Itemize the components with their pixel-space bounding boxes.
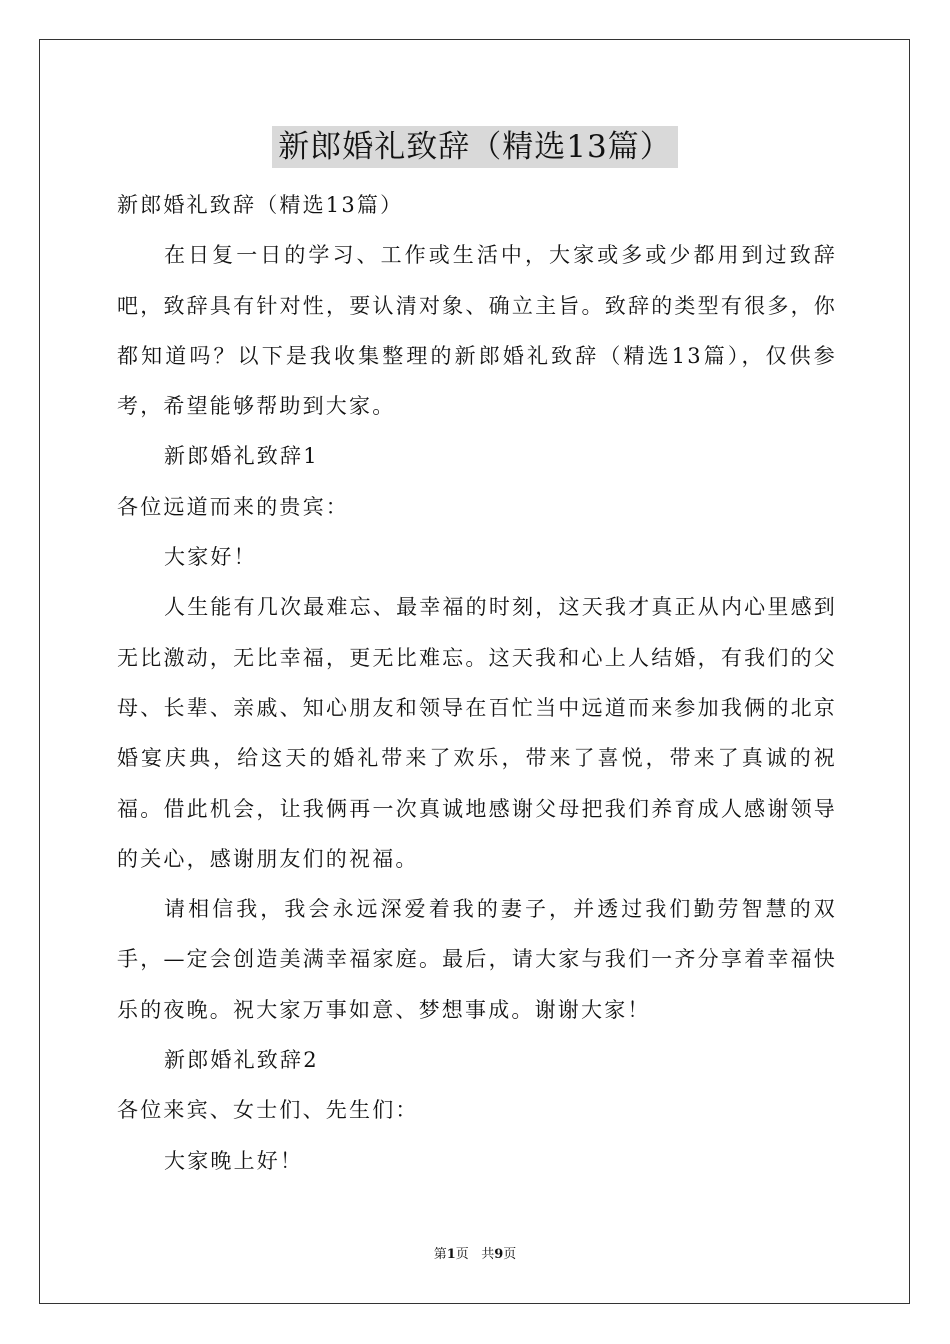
paragraph: 在日复一日的学习、工作或生活中，大家或多或少都用到过致辞吧，致辞具有针对性，要认清对象、确立主旨。致辞的类型有很多，你都知道吗？以下是我收集整理的新郎婚礼致辞（精选13篇），仅供参考，希望能够帮助到大家。	[117, 243, 837, 419]
salutation: 各位来宾、女士们、先生们：	[117, 1098, 419, 1123]
total-pages: 9	[494, 1247, 504, 1262]
page-footer	[0, 1246, 950, 1264]
salutation: 各位远道而来的贵宾：	[117, 494, 349, 519]
page-prefix: 第	[433, 1247, 447, 1262]
title-container	[0, 126, 950, 168]
total-prefix: 共	[481, 1247, 495, 1262]
section-heading: 新郎婚礼致辞2	[164, 1048, 319, 1073]
document-title: 新郎婚礼致辞（精选13篇）	[272, 126, 677, 168]
paragraph: 人生能有几次最难忘、最幸福的时刻，这天我才真正从内心里感到无比激动，无比幸福，更无比难忘。这天我和心上人结婚，有我们的父母、长辈、亲戚、知心朋友和领导在百忙当中远道而来参加我俩的北京婚宴庆典，给这天的婚礼带来了欢乐，带来了喜悦，带来了真诚的祝福。借此机会，让我俩再一次真诚地感谢父母把我们养育成人感谢领导的关心，感谢朋友们的祝福。	[117, 595, 837, 871]
page-number: 1	[446, 1247, 456, 1262]
subtitle-line: 新郎婚礼致辞（精选13篇）	[117, 193, 404, 217]
page-suffix: 页	[455, 1247, 469, 1262]
document-body	[117, 180, 837, 1186]
section-heading: 新郎婚礼致辞1	[164, 444, 319, 469]
paragraph: 请相信我，我会永远深爱着我的妻子，并透过我们勤劳智慧的双手，—定会创造美满幸福家庭。最后，请大家与我们一齐分享着幸福快乐的夜晚。祝大家万事如意、梦想事成。谢谢大家！	[117, 897, 837, 1022]
greeting: 大家晚上好！	[164, 1148, 304, 1173]
greeting: 大家好！	[164, 545, 257, 570]
total-suffix: 页	[503, 1247, 517, 1262]
